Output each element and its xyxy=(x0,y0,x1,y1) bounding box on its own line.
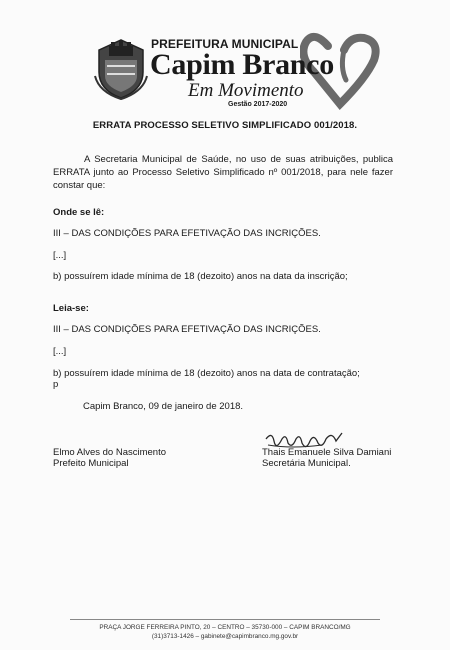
coat-of-arms-icon xyxy=(93,36,149,100)
city-name-logo: Capim Branco xyxy=(150,48,334,81)
left-signer-role: Prefeito Municipal xyxy=(53,458,129,469)
intro-paragraph xyxy=(53,153,393,192)
onde-se-le-label: Onde se lê: xyxy=(53,207,105,218)
right-signer-role: Secretária Municipal. xyxy=(262,458,351,469)
intro-text: A Secretaria Municipal de Saúde, no uso de suas atribuições, publica ERRATA junto ao Processo Seletivo Simplificado nº 001/2018, para nele fazer constar que: xyxy=(53,154,393,191)
leia-item-continuation: p xyxy=(53,379,59,390)
footer-contact: (31)3713-1426 – gabinete@capimbranco.mg.gov.br xyxy=(151,633,299,640)
gestao-label: Gestão 2017-2020 xyxy=(228,101,288,108)
right-signer-name: Thais Emanuele Silva Damiani xyxy=(262,447,392,458)
document-title: ERRATA PROCESSO SELETIVO SIMPLIFICADO 001/2018. xyxy=(92,120,358,131)
onde-section-heading: III – DAS CONDIÇÕES PARA EFETIVAÇÃO DAS INCRIÇÕES. xyxy=(53,228,321,239)
document-date: Capim Branco, 09 de janeiro de 2018. xyxy=(83,401,244,412)
left-signer-name: Elmo Alves do Nascimento xyxy=(53,447,166,458)
onde-item-b: b) possuírem idade mínima de 18 (dezoito) anos na data da inscrição; xyxy=(53,271,348,282)
footer-divider xyxy=(70,619,380,620)
prefeitura-heading: PREFEITURA MUNICIPAL xyxy=(151,37,299,51)
leia-item-b: b) possuírem idade mínima de 18 (dezoito) anos na data de contratação; xyxy=(53,368,360,379)
leia-section-heading: III – DAS CONDIÇÕES PARA EFETIVAÇÃO DAS INCRIÇÕES. xyxy=(53,324,321,335)
onde-ellipsis: [...] xyxy=(53,250,67,261)
leia-se-label: Leia-se: xyxy=(53,303,89,314)
leia-ellipsis: [...] xyxy=(53,346,67,357)
slogan: Em Movimento xyxy=(188,80,304,101)
footer-address: PRAÇA JORGE FERREIRA PINTO, 20 – CENTRO – 35730-000 – CAPIM BRANCO/MG xyxy=(99,624,351,631)
